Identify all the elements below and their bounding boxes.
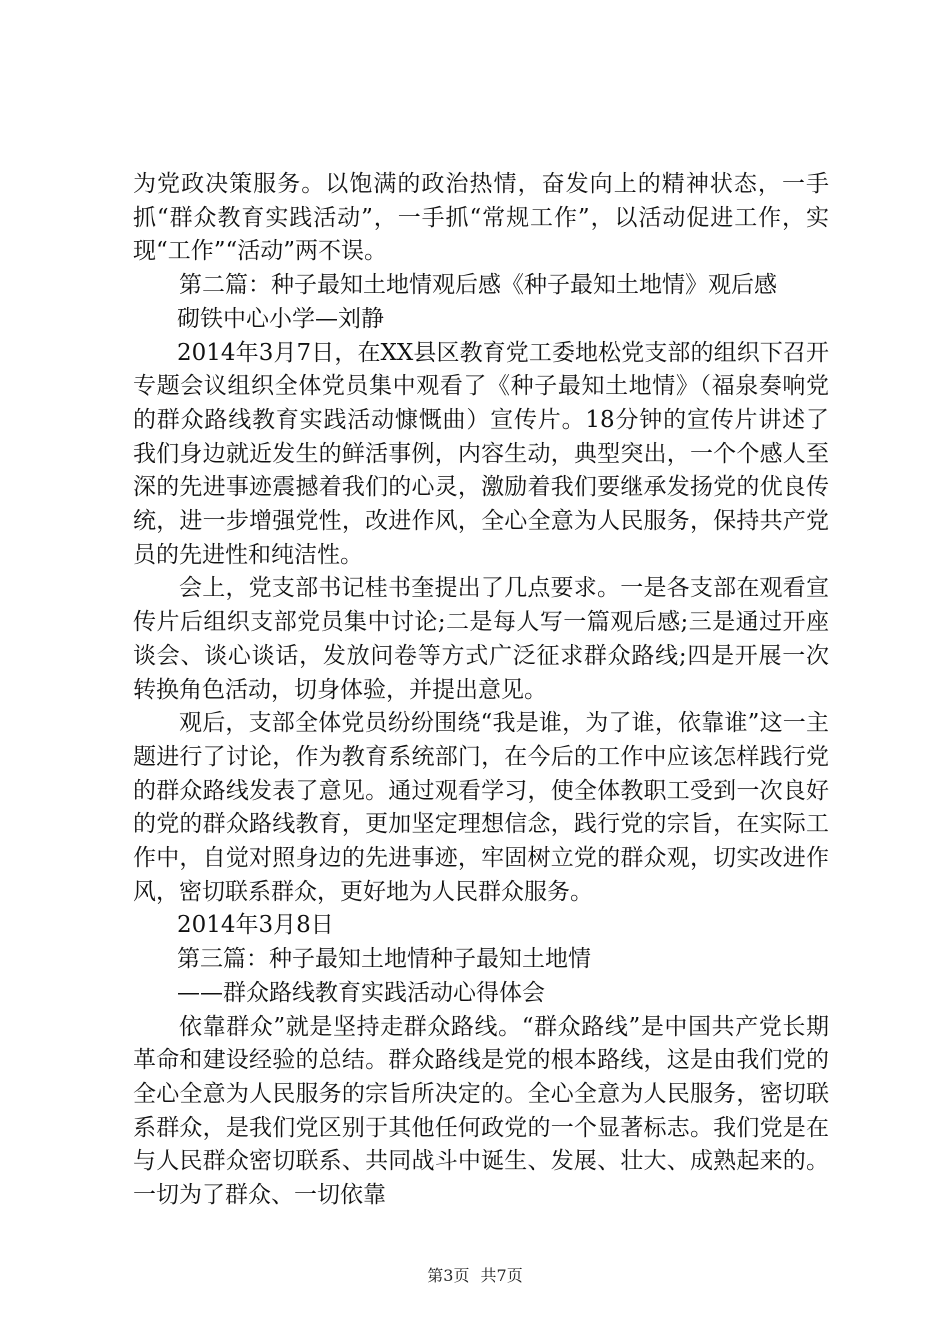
section-subtitle: ——群众路线教育实践活动心得体会 bbox=[177, 979, 545, 1006]
paragraph-body: 观后，支部全体党员纷纷围绕“我是谁，为了谁，依靠谁”这一主题进行了讨论，作为教育系统部门，在今后的工作中应该怎样践行党的群众路线发表了意见。通过观看学习，使全体教职工受到一次良好的党的群众路线教育，更加坚定理想信念，践行党的宗旨，在实际工作中，自觉对照身边的先进事迹，牢固树立党的群众观，切实改进作风，密切联系群众，更好地为人民群众服务。 bbox=[133, 710, 829, 905]
page-total: 共7页 bbox=[480, 1266, 523, 1285]
section-heading-3: 第三篇：种子最知土地情种子最知土地情 bbox=[177, 946, 591, 973]
paragraph-body: 依靠群众”就是坚持走群众路线。“群众路线”是中国共产党长期革命和建设经验的总结。群众路线是党的根本路线，这是由我们党的全心全意为人民服务的宗旨所决定的。全心全意为人民服务，密切联系群众，是我们党区别于其他任何政党的一个显著标志。我们党是在与人民群众密切联系、共同战斗中诞生、发展、壮大、成熟起来的。一切为了群众、一切依靠 bbox=[133, 1013, 829, 1209]
date-line: 2014年3月8日 bbox=[177, 912, 334, 939]
page-number: 第3页 bbox=[427, 1266, 470, 1285]
paragraph-body: 2014年3月7日，在XX县区教育党工委地松党支部的组织下召开专题会议组织全体党员集中观看了《种子最知土地情》（福泉奏响党的群众路线教育实践活动慷慨曲）宣传片。18分钟的宣传片讲述了我们身边就近发生的鲜活事例，内容生动，典型突出，一个个感人至深的先进事迹震撼着我们的心灵，激励着我们要继承发扬党的优良传统，进一步增强党性，改进作风，全心全意为人民服务，保持共产党员的先进性和纯洁性。 bbox=[133, 339, 829, 568]
page-footer bbox=[0, 1263, 950, 1286]
author-line: 砌铁中心小学—刘静 bbox=[177, 305, 384, 332]
document-body bbox=[133, 168, 829, 1213]
section-heading-2: 第二篇：种子最知土地情观后感《种子最知土地情》观后感 bbox=[179, 272, 777, 299]
paragraph-body: 会上，党支部书记桂书奎提出了几点要求。一是各支部在观看宣传片后组织支部党员集中讨论;二是每人写一篇观后感;三是通过开座谈会、谈心谈话，发放问卷等方式广泛征求群众路线;四是开展一次转换角色活动，切身体验，并提出意见。 bbox=[133, 575, 829, 703]
paragraph-continuation: 为党政决策服务。以饱满的政治热情，奋发向上的精神状态，一手抓“群众教育实践活动”，一手抓“常规工作”，以活动促进工作，实现“工作”“活动”两不误。 bbox=[133, 171, 829, 265]
